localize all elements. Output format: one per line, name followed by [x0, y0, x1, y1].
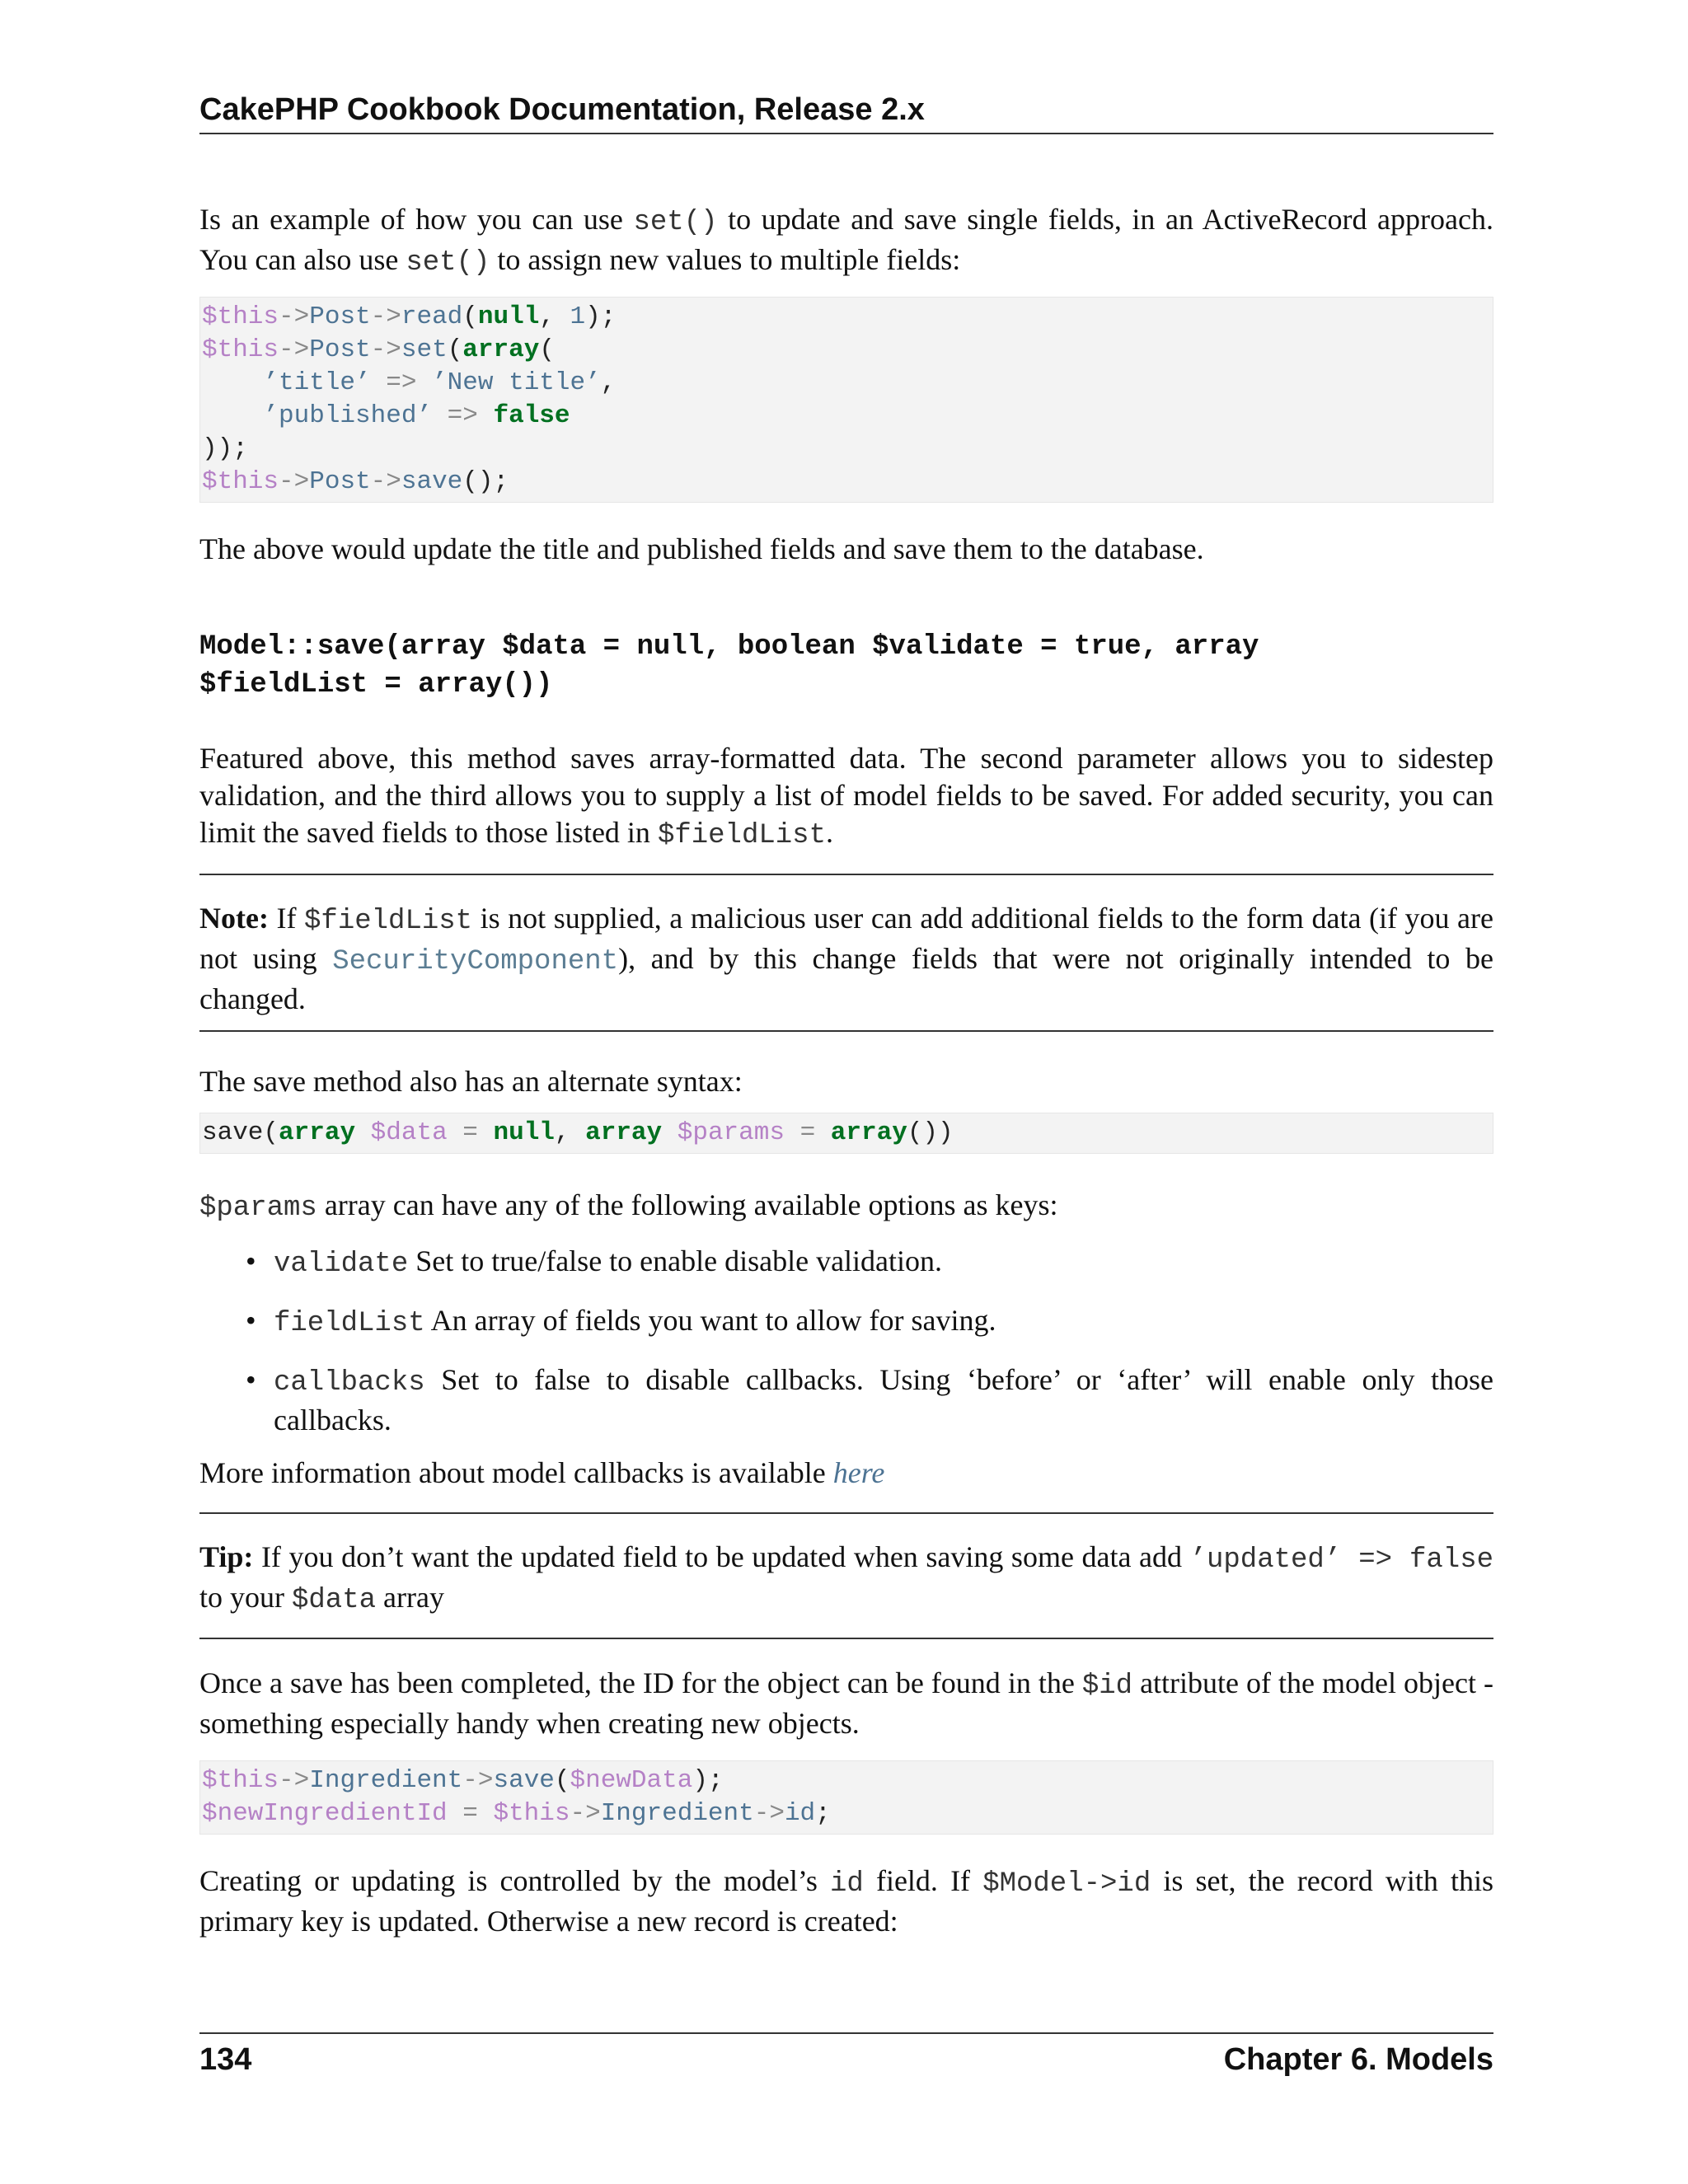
inline-code-data: $data — [292, 1585, 377, 1616]
code-line: ’title’ => ’New title’, — [263, 368, 617, 397]
note-label: Note: — [199, 902, 269, 935]
inline-code-fieldlist: $fieldList — [657, 820, 826, 851]
inline-code-set: set() — [633, 207, 718, 238]
inline-code-set: set() — [406, 247, 490, 279]
code-line: $this->Post->set(array( — [202, 335, 555, 364]
tip-admonition: Tip: If you don’t want the updated field to be updated when saving some data add ’updated’ => false to your $data array — [199, 1512, 1493, 1639]
code-line: $this->Post->read(null, 1); — [202, 302, 617, 331]
more-info-paragraph: More information about model callbacks is available here — [199, 1456, 885, 1489]
list-item: • validate Set to true/false to enable disable validation. — [274, 1243, 1493, 1283]
method-signature: Model::save(array $data = null, boolean $validate = true, array $fieldList = array()) — [199, 631, 1259, 701]
code-block-set-fields — [199, 297, 1493, 503]
code-line: ’published’ => false — [263, 401, 570, 430]
running-footer — [199, 2032, 1493, 2078]
inline-code-model-id: $Model->id — [982, 1868, 1151, 1900]
list-item: • fieldList An array of fields you want to allow for saving. — [274, 1302, 1493, 1343]
featured-paragraph: Featured above, this method saves array-formatted data. The second parameter allows you to sidestep validation, and the third allows you to supply a list of model fields to be saved. For added security, you can limit the saved fields to those listed in $fieldList. — [199, 742, 1493, 851]
tip-label: Tip: — [199, 1540, 254, 1573]
code-line: $newIngredientId = $this->Ingredient->id; — [202, 1799, 831, 1828]
once-paragraph: Once a save has been completed, the ID for the object can be found in the $id attribute of the model object - something especially handy when creating new objects. — [199, 1666, 1493, 1740]
inline-code-id: $id — [1081, 1671, 1133, 1702]
code-block-ingredient — [199, 1760, 1493, 1835]
list-item: • callbacks Set to false to disable callbacks. Using ‘before’ or ‘after’ will enable only those callbacks. — [274, 1361, 1493, 1439]
inline-code-id: id — [830, 1868, 864, 1900]
code-block-alt-syntax — [199, 1113, 1493, 1154]
alt-syntax-paragraph: The save method also has an alternate syntax: — [199, 1065, 743, 1098]
note-admonition: Note: If $fieldList is not supplied, a malicious user can add additional fields to the form data (if you are not using SecurityComponent), and by this change fields that were not originally intended to be changed. — [199, 874, 1493, 1032]
intro-paragraph: Is an example of how you can use set() to update and save single fields, in an ActiveRecord approach. You can also use set() to assign new values to multiple fields: — [199, 203, 1493, 279]
params-intro-paragraph: $params array can have any of the following available options as keys: — [199, 1188, 1058, 1224]
after-code-paragraph: The above would update the title and published fields and save them to the database. — [199, 532, 1204, 565]
page-number: 134 — [199, 2042, 252, 2077]
chapter-title: Chapter 6. Models — [1223, 2042, 1493, 2077]
code-line: $this->Post->save(); — [202, 467, 509, 496]
callbacks-here-link[interactable]: here — [832, 1456, 885, 1489]
options-list — [199, 1243, 1493, 1439]
code-line: )); — [202, 434, 248, 463]
inline-code-updated-false: ’updated’ => false — [1189, 1544, 1493, 1576]
code-line: $this->Ingredient->save($newData); — [202, 1766, 724, 1795]
creating-paragraph: Creating or updating is controlled by the model’s id field. If $Model->id is set, the record with this primary key is updated. Otherwise a new record is created: — [199, 1864, 1494, 1938]
security-component-link[interactable]: SecurityComponent — [332, 946, 619, 977]
inline-code-fieldlist: $fieldList — [304, 906, 473, 937]
code-line: save(array $data = null, array $params = array()) — [202, 1118, 954, 1147]
running-header: CakePHP Cookbook Documentation, Release 2.x — [199, 92, 1493, 134]
inline-code-params: $params — [199, 1193, 317, 1224]
